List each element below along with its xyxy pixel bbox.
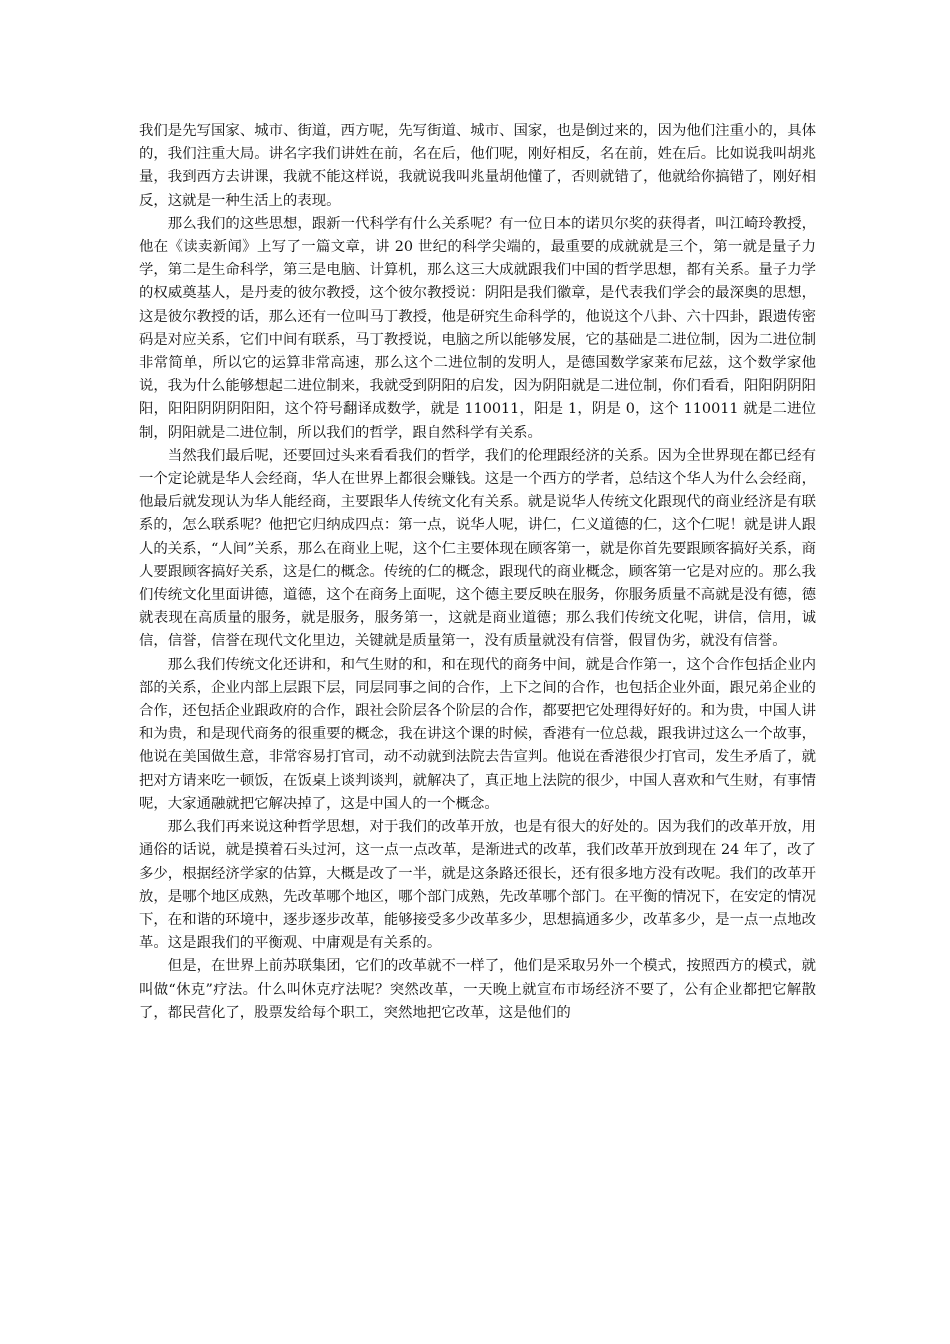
paragraph-6: 但是，在世界上前苏联集团，它们的改革就不一样了，他们是采取另外一个模式，按照西方的模式，就叫做“休克”疗法。什么叫休克疗法呢？突然改革，一天晚上就宣布市场经济不要了，公有企业都把它解散了，都民营化了，股票发给每个职工，突然地把它改革，这是他们的 <box>139 958 816 1021</box>
paragraph-4: 那么我们传统文化还讲和，和气生财的和，和在现代的商务中间，就是合作第一，这个合作包括企业内部的关系，企业内部上层跟下层，同层同事之间的合作，上下之间的合作，也包括企业外面，跟兄弟企业的合作，还包括企业跟政府的合作，跟社会阶层各个阶层的合作，都要把它处理得好好的。和为贵，中国人讲和为贵，和是现代商务的很重要的概念，我在讲这个课的时候，香港有一位总裁，跟我讲过这么一个故事，他说在美国做生意，非常容易打官司，动不动就到法院去告宣判。他说在香港很少打官司，发生矛盾了，就把对方请来吃一顿饭，在饭桌上谈判谈判，就解决了，真正地上法院的很少，中国人喜欢和气生财，有事情呢，大家通融就把它解决掉了，这是中国人的一个概念。 <box>139 656 816 812</box>
paragraph-5: 那么我们再来说这种哲学思想，对于我们的改革开放，也是有很大的好处的。因为我们的改革开放，用通俗的话说，就是摸着石头过河，这一点一点改革，是渐进式的改革，我们改革开放到现在 24 年了，改了多少，根据经济学家的估算，大概是改了一半，就是这条路还很长，还有很多地方没有改呢。我们的改革开放，是哪个地区成熟，先改革哪个地区，哪个部门成熟，先改革哪个部门。在平衡的情况下，在安定的情况下，在和谐的环境中，逐步逐步改革，能够接受多少改革多少，思想搞通多少，改革多少，是一点一点地改革。这是跟我们的平衡观、中庸观是有关系的。 <box>139 819 816 952</box>
paragraph-1: 我们是先写国家、城市、街道，西方呢，先写街道、城市、国家，也是倒过来的，因为他们注重小的，具体的，我们注重大局。讲名字我们讲姓在前，名在后，他们呢，刚好相反，名在前，姓在后。比如说我叫胡兆量，我到西方去讲课，我就不能这样说，我就说我叫兆量胡他懂了，否则就错了，他就给你搞错了，刚好相反，这就是一种生活上的表现。 <box>139 123 816 209</box>
paragraph-2: 那么我们的这些思想，跟新一代科学有什么关系呢？有一位日本的诺贝尔奖的获得者，叫江崎玲教授，他在《读卖新闻》上写了一篇文章，讲 20 世纪的科学尖端的，最重要的成就就是三个，第一就是量子力学，第二是生命科学，第三是电脑、计算机，那么这三大成就跟我们中国的哲学思想，都有关系。量子力学的权威奠基人，是丹麦的彼尔教授，这个彼尔教授说：阴阳是我们徽章，是代表我们学会的最深奥的思想，这是彼尔教授的话，那么还有一位叫马丁教授，他是研究生命科学的，他说这个八卦、六十四卦，跟遗传密码是对应关系，它们中间有联系，马丁教授说，电脑之所以能够发展，它的基础是二进位制，因为二进位制非常简单，所以它的运算非常高速，那么这个二进位制的发明人，是德国数学家莱布尼兹，这个数学家他说，我为什么能够想起二进位制来，我就受到阴阳的启发，因为阴阳就是二进位制，你们看看，阳阳阴阴阳阳，阳阳阴阴阴阳阳，这个符号翻译成数学，就是 110011，阳是 1，阴是 0，这个 110011 就是二进位制，阴阳就是二进位制，所以我们的哲学，跟自然科学有关系。 <box>139 215 816 441</box>
document-page <box>139 120 816 1025</box>
paragraph-3: 当然我们最后呢，还要回过头来看看我们的哲学，我们的伦理跟经济的关系。因为全世界现在都已经有一个定论就是华人会经商，华人在世界上都很会赚钱。这是一个西方的学者，总结这个华人为什么会经商，他最后就发现认为华人能经商，主要跟华人传统文化有关系。就是说华人传统文化跟现代的商业经济是有联系的，怎么联系呢？他把它归纳成四点：第一点，说华人呢，讲仁，仁义道德的仁，这个仁呢！就是讲人跟人的关系，“人间”关系，那么在商业上呢，这个仁主要体现在顾客第一，就是你首先要跟顾客搞好关系，商人要跟顾客搞好关系，这是仁的概念。传统的仁的概念，跟现代的商业概念，顾客第一它是对应的。那么我们传统文化里面讲德，道德，这个在商务上面呢，这个德主要反映在服务，你服务质量不高就是没有德，德就表现在高质量的服务，就是服务，服务第一，这就是商业道德；那么我们传统文化呢，讲信，信用，诚信，信誉，信誉在现代文化里边，关键就是质量第一，没有质量就没有信誉，假冒伪劣，就没有信誉。 <box>139 447 816 650</box>
